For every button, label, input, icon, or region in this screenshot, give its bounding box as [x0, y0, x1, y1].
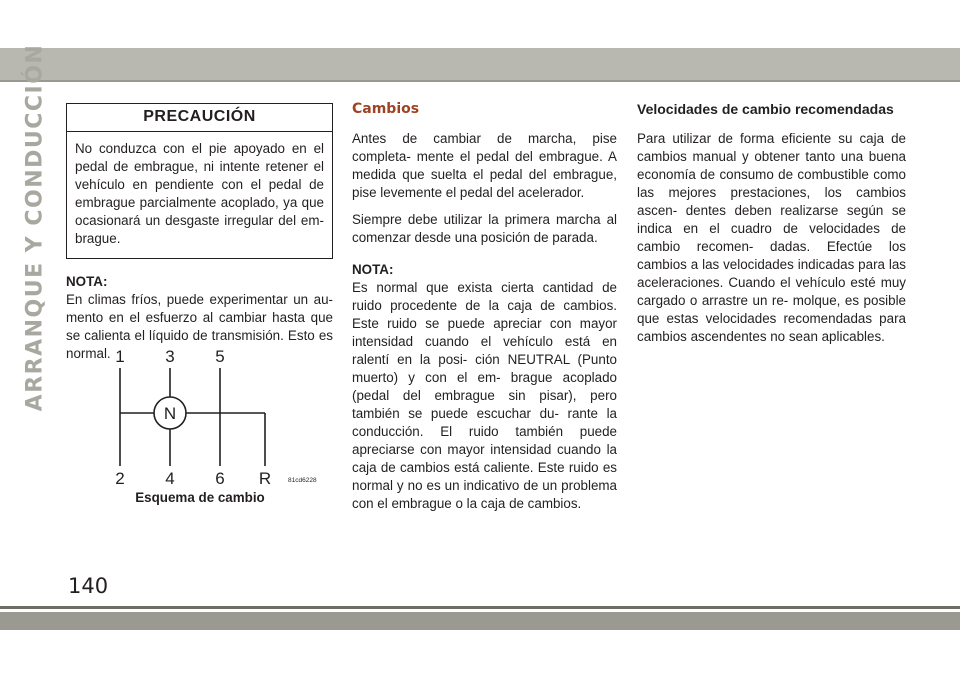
paragraph-cambios-1: Antes de cambiar de marcha, pise completa- mente el pedal del embrague. A medida que suelta el pedal del embrague, pise levemente el pedal del acelerador.	[352, 131, 617, 200]
section-heading-velocidades: Velocidades de cambio recomendadas	[637, 101, 894, 117]
gear-label-2: 2	[115, 469, 125, 488]
header-rule	[0, 80, 960, 82]
section-tab-label: ARRANQUE Y CONDUCCIÓN	[22, 43, 48, 412]
neutral-label: N	[163, 404, 177, 423]
header-band	[0, 48, 960, 80]
paragraph-velocidades: Para utilizar de forma eficiente su caja de cambios manual y obtener tanto una buena economía de consumo de combustible como las mejores prestaciones, los cambios ascen- dentes deben realizarse según se indica en el cuadro de velocidades de cambio recomen- dadas. Efectúe los cambios a las velocidades indicadas para las aceleraciones. Cuando el vehículo esté muy cargado o arrastre un re- molque, es posible que estas velocidades recomendadas para cambios ascendentes no sean aplicables.	[637, 131, 906, 344]
footer-band	[0, 612, 960, 630]
column-middle	[352, 100, 617, 513]
gear-label-1: 1	[115, 348, 125, 366]
paragraph-cambios-2: Siempre debe utilizar la primera marcha al comenzar desde una posición de parada.	[352, 212, 617, 245]
gear-label-4: 4	[165, 469, 175, 488]
caution-title: PRECAUCIÓN	[67, 104, 332, 132]
note-label: NOTA:	[66, 274, 108, 289]
note-label: NOTA:	[352, 262, 394, 277]
section-tab	[20, 43, 50, 412]
note-text: Es normal que exista cierta cantidad de ruido procedente de la caja de cambios. Este ruido se puede apreciar con mayor intensidad cuando el vehículo está en ralentí en la posi- ción NEUTRAL (Punto muerto) y con el em- brague acoplado (pedal del embrague sin pisar), pero también se puede escuchar du- rante la conducción. El ruido también puede apreciarse con mayor intensidad cuando la caja de cambios está caliente. Este ruido es normal y no es un indicativo de un problema con el embrague o la caja de cambios.	[352, 280, 617, 511]
column-right	[637, 100, 906, 346]
diagram-caption: Esquema de cambio	[135, 490, 265, 505]
note-text: En climas fríos, puede experimentar un au- mento en el esfuerzo al cambiar hasta que se calienta el líquido de transmisión. Esto es normal.	[66, 292, 333, 361]
gear-label-5: 5	[215, 348, 225, 366]
gear-label-6: 6	[215, 469, 225, 488]
page-number: 140	[68, 574, 109, 598]
gear-shift-diagram	[108, 348, 340, 508]
column-left	[66, 100, 333, 363]
gear-label-r: R	[258, 469, 272, 488]
section-heading-cambios: Cambios	[352, 101, 420, 117]
figure-ref-code: 81cd6228	[288, 477, 317, 484]
caution-text: No conduzca con el pie apoyado en el pedal de embrague, ni intente retener el vehículo en pendiente con el pedal de embrague parcialmente acoplado, ya que ocasionará un desgaste irregular del em- brague.	[75, 141, 324, 246]
footer-rule	[0, 606, 960, 609]
caution-box	[66, 103, 333, 259]
gear-label-3: 3	[165, 348, 175, 366]
